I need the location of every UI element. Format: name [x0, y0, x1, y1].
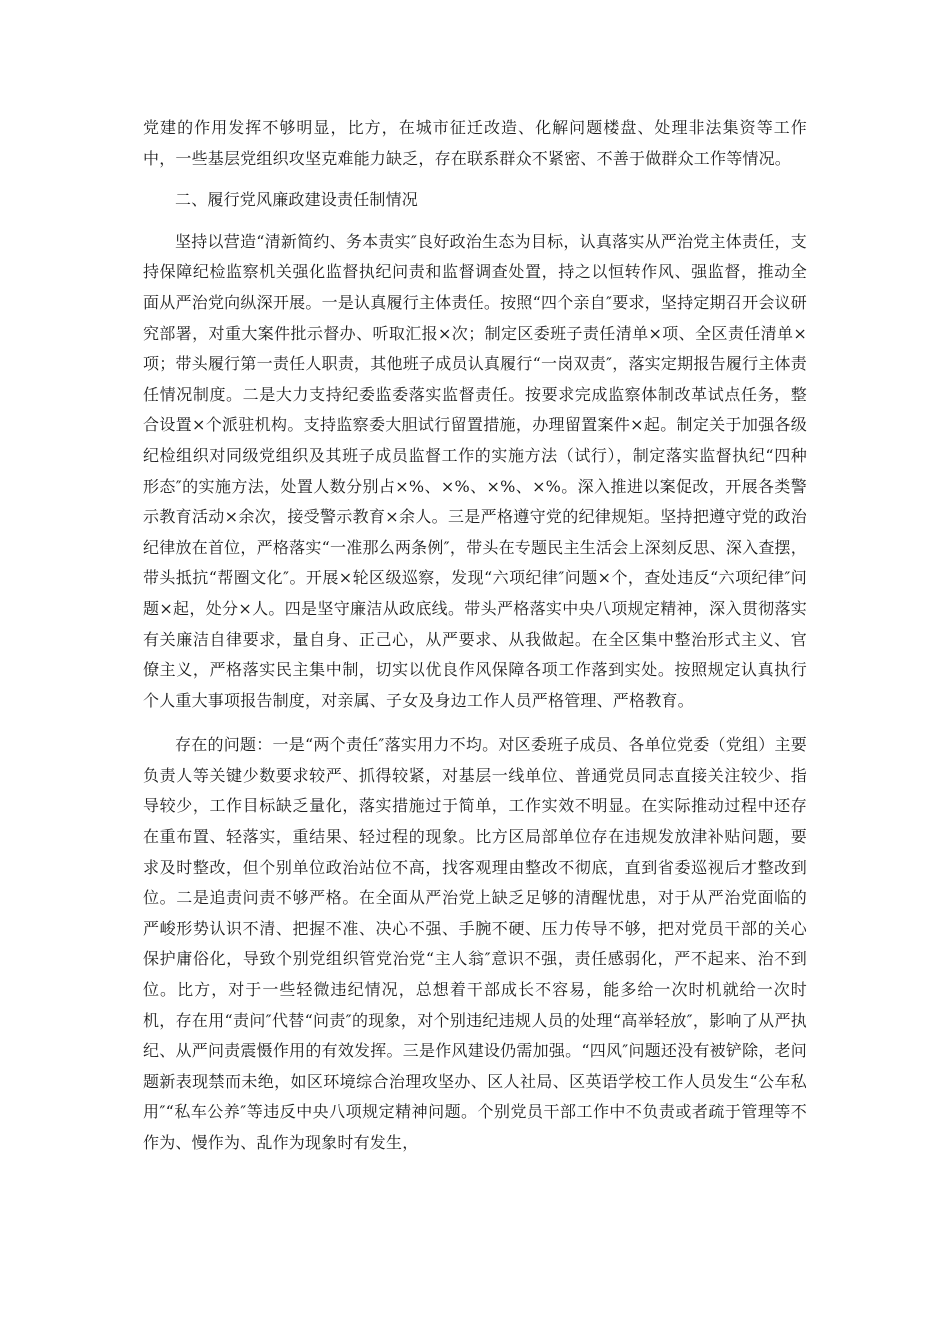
section-heading: 二、履行党风廉政建设责任制情况 — [175, 190, 419, 210]
document-body — [143, 113, 807, 1159]
paragraph-problems: 存在的问题：一是“两个责任″落实用力不均。对区委班子成员、各单位党委（党组）主要负责人等关键少数要求较严、抓得较紧，对基层一线单位、普通党员同志直接关注较少、指导较少，工作目标缺乏量化，落实措施过于简单，工作实效不明显。在实际推动过程中还存在重布置、轻落实，重结果、轻过程的现象。比方区局部单位存在违规发放津补贴问题，要求及时整改，但个别单位政治站位不高，找客观理由整改不彻底，直到省委巡视后才整改到位。二是追责问责不够严格。在全面从严治党上缺乏足够的清醒忧患，对于从严治党面临的严峻形势认识不清、把握不准、决心不强、手腕不硬、压力传导不够，把对党员干部的关心保护庸俗化，导致个别党组织管党治党“主人翁″意识不强，责任感弱化，严不起来、治不到位。比方，对于一些轻微违纪情况，总想着干部成长不容易，能多给一次时机就给一次时机，存在用“责问″代替“问责″的现象，对个别违纪违规人员的处理“高举轻放″，影响了从严执纪、从严问责震慑作用的有效发挥。三是作风建设仍需加强。“四风″问题还没有被铲除，老问题新表现禁而未绝，如区环境综合治理攻坚办、区人社局、区英语学校工作人员发生“公车私用″“私车公养″等违反中央八项规定精神问题。个别党员干部工作中不负责或者疏于管理等不作为、慢作为、乱作为现象时有发生， — [143, 735, 807, 1152]
paragraph-responsibility: 坚持以营造“清新简约、务本责实″良好政治生态为目标，认真落实从严治党主体责任，支持保障纪检监察机关强化监督执纪问责和监督调查处置，持之以恒转作风、强监督，推动全面从严治党向纵深开展。一是认真履行主体责任。按照“四个亲自″要求，坚持定期召开会议研究部署，对重大案件批示督办、听取汇报×次；制定区委班子责任清单×项、全区责任清单×项；带头履行第一责任人职责，其他班子成员认真履行“一岗双责″，落实定期报告履行主体责任情况制度。二是大力支持纪委监委落实监督责任。按要求完成监察体制改革试点任务，整合设置×个派驻机构。支持监察委大胆试行留置措施，办理留置案件×起。制定关于加强各级纪检组织对同级党组织及其班子成员监督工作的实施方法（试行），制定落实监督执纪“四种形态″的实施方法，处置人数分别占×%、×%、×%、×%。深入推进以案促改，开展各类警示教育活动×余次，接受警示教育×余人。三是严格遵守党的纪律规矩。坚持把遵守党的政治纪律放在首位，严格落实“一准那么两条例″，带头在专题民主生活会上深刻反思、深入查摆，带头抵抗“帮圈文化″。开展×轮区级巡察，发现“六项纪律″问题×个，查处违反“六项纪律″问题×起，处分×人。四是坚守廉洁从政底线。带头严格落实中央八项规定精神，深入贯彻落实有关廉洁自律要求，量自身、正己心，从严要求、从我做起。在全区集中整治形式主义、官僚主义，严格落实民主集中制，切实以优良作风保障各项工作落到实处。按照规定认真执行个人重大事项报告制度，对亲属、子女及身边工作人员严格管理、严格教育。 — [143, 231, 807, 710]
paragraph-continuation: 党建的作用发挥不够明显，比方，在城市征迁改造、化解问题楼盘、处理非法集资等工作中，一些基层党组织攻坚克难能力缺乏，存在联系群众不紧密、不善于做群众工作等情况。 — [143, 118, 807, 168]
